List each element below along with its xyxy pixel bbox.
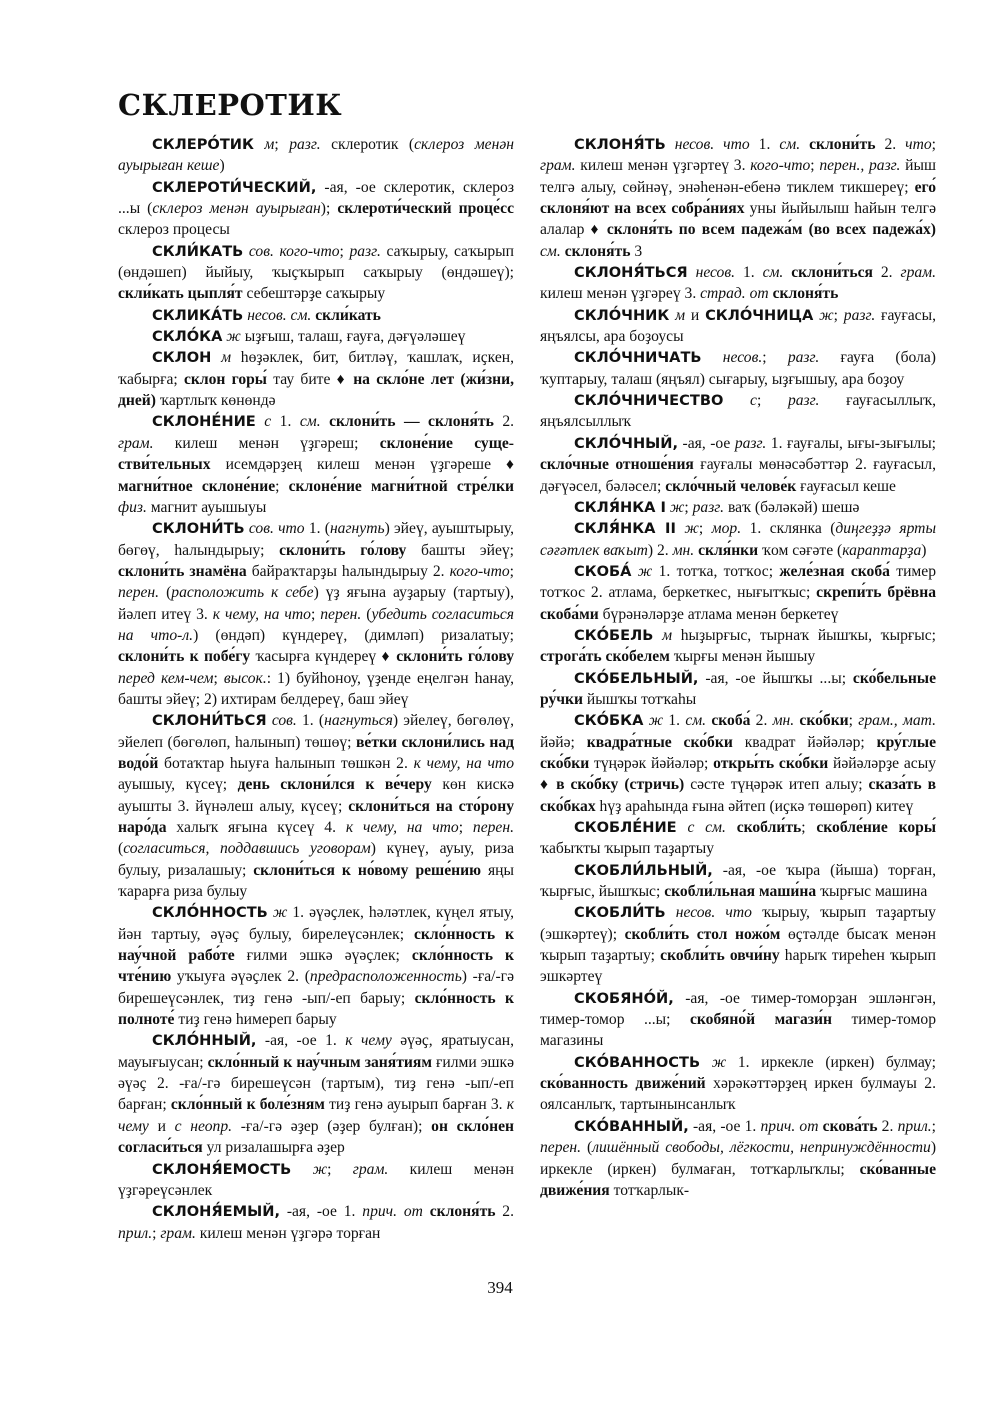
- dictionary-entry: СКЛЕРО́ТИК м; разг. склеротик (склероз менән ауырыған кеше): [118, 136, 514, 175]
- dictionary-entry: СКОБА́ ж 1. тотҡа, тотҡос; желе́зная скоба́ тимер тотҡос 2. атлама, беркеткес, нығытҡыс; скрепи́ть брёвна скоба́ми бүрәнәләрҙе атлама менән беркетеү: [540, 562, 937, 623]
- dictionary-entry: СКОБЛЕ́НИЕ с см. скобли́ть; скобле́ние коры́ ҡабыҡты ҡырып таҙартыу: [540, 819, 937, 858]
- dictionary-entry: СКЛОНЯ́ТЬ несов. что 1. см. склони́ть 2. что; грам. килеш менән үҙгәртеү 3. кого-что; перен., разг. йыш телгә алыу, сөйнәү, энәһенән-ебенә тиклем тикшереү; его́ склоня́ют на всех собра́ниях уны йыйылыш һайын телгә алалар ♦ склоня́ть по всем падежа́м (во всех падежа́х) см. склоня́ть 3: [540, 136, 937, 260]
- page-number: 394: [487, 1278, 513, 1297]
- dictionary-entry: СКЛИ́КАТЬ сов. кого-что; разг. саҡырыу, саҡырып (өндәшеп) йыйыу, ҡыҫҡырып саҡырыу (өндәшеү); скли́кать цыпля́т себештәрҙе саҡырыу: [118, 242, 515, 303]
- running-head: СКЛЕРОТИК: [118, 88, 343, 122]
- left-column: [118, 134, 514, 1244]
- dictionary-entry: СКЛЯ́НКА II ж; мор. 1. склянка (диңгеҙҙә ярты сәғәтлек ваҡыт) 2. мн. скля́нки ҡом сәғәте (караптарҙа): [540, 520, 937, 559]
- dictionary-entry: СКО́БЕЛЬНЫЙ, -ая, -ое йышҡы ...ы; ско́бельные ру́чки йышҡы тотҡаһы: [540, 669, 936, 708]
- dictionary-entry: СКЛО́ННЫЙ, -ая, -ое 1. к чему әүәҫ, яратыусан, мауығыусан; скло́нный к нау́чным заня́тиям ғилми эшкә әүәҫ 2. -ға/-гә бирешеүсән (тартым), тиҙ генә -ып/-еп барған; скло́нный к боле́зням тиҙ генә ауырып барған 3. к чему и с неопр. -ға/-гә әҙер (әҙер булған); он скло́нен согласи́ться ул ризалашырға әҙер: [118, 1032, 515, 1157]
- dictionary-entry: СКЛО́ЧНИК м и СКЛО́ЧНИЦА ж; разг. ғауғасы, яңъялсы, ара боҙоусы: [540, 306, 936, 346]
- dictionary-entry: СКЛИКА́ТЬ несов. см. скли́кать: [152, 306, 381, 324]
- dictionary-entry: СКЛО́ЧНЫЙ, -ая, -ое разг. 1. ғауғалы, ығы-зығылы; скло́чные отноше́ния ғауғалы мөнәсәбәттәр 2. ғауғасыл, дәғүәсел, бәләсел; скло́чный челове́к ғауғасыл кеше: [540, 434, 937, 495]
- dictionary-entry: СКЛОНИ́ТЬСЯ сов. 1. (нагнуться) эйелеү, бөгөлөү, эйелеп (бөгөлөп, һалынып) төшөү; ве́тки склони́лись над водо́й ботаҡтар һыуға һалынып төшкән 2. к чему, на что ауышыу, күсеү; день склони́лся к ве́черу көн кискә ауышты 3. йүнәлеш алыу, күсеү; склони́ться на сто́рону наро́да халыҡ яғына күсеү 4. к чему, на что; перен. (согласиться, поддавшись уговорам) күнеү, ауыу, риза булыу, ризалашыу; склони́ться к но́вому реше́нию яңы ҡарарға риза булыу: [118, 712, 515, 901]
- dictionary-entry: СКЛЯ́НКА I ж; разг. ваҡ (бәләкәй) шешә: [574, 498, 860, 516]
- dictionary-entry: СКЛО́ННОСТЬ ж 1. әүәҫлек, һәләтлек, күңел ятыу, йән тартыу, әүәҫ булыу, бирелеүсәнлек; скло́нность к нау́чной рабо́те ғилми эшкә әүәҫлек; скло́нность к чте́нию уҡыуға әүәҫлек 2. (предрасположенность) -ға/-гә бирешеүсәнлек, тиҙ генә -ып/-еп барыу; скло́нность к полноте́ тиҙ генә һимереп барыу: [118, 904, 514, 1029]
- dictionary-entry: СКЛОНЯ́ЕМОСТЬ ж; грам. килеш менән үҙгәреүсәнлек: [118, 1160, 514, 1199]
- dictionary-entry: СКЛОНЯ́ТЬСЯ несов. 1. см. склони́ться 2. грам. килеш менән үҙгәреү 3. страд. от склоня́ть: [540, 264, 937, 303]
- dictionary-entry: СКОБЛИ́ТЬ несов. что ҡырыу, ҡырып таҙартыу (эшкәртеү); скобли́ть стол ножо́м өҫтәлде бысаҡ менән ҡырып таҙартыу; скобли́ть овчи́ну һарыҡ тиреһен ҡырып эшкәртеү: [540, 904, 937, 986]
- dictionary-entry: СКЛОН м һөҙәклек, бит, битләү, ҡашлаҡ, иҫкен, ҡабырға; склон горы́ тау бите ♦ на скло́не лет (жи́зни, дней) ҡартлыҡ көнөндә: [118, 349, 514, 410]
- dictionary-entry: СКО́БКА ж 1. см. скоба́ 2. мн. ско́бки; грам., мат. йәйә; квадра́тные ско́бки квадрат йәйәләр; кру́глые ско́бки түңәрәк йәйәләр; откры́ть ско́бки йәйәләрҙе асыу ♦ в ско́бку (стричь) сәсте түңәрәк итеп алыу; сказа́ть в ско́бках һүҙ араһында ғына әйтеп (иҫкә төшөрөп) китеү: [540, 712, 937, 815]
- dictionary-entry: СКЛО́ЧНИЧЕСТВО с; разг. ғауғасыллыҡ, яңъялсыллыҡ: [540, 392, 936, 431]
- dictionary-entry: СКО́ВАННЫЙ, -ая, -ое 1. прич. от скова́ть 2. прил.; перен. (лишённый свободы, лёгкости, непринуждённости) иркекле (иркен) булмаған, тотҡарлыҡлы; ско́ванные движе́ния тотҡарлык-: [540, 1117, 937, 1199]
- dictionary-entry: СКЛО́КА ж ыҙғыш, талаш, ғауға, дәғүәләшеү: [152, 328, 466, 346]
- dictionary-entry: СКО́ВАННОСТЬ ж 1. иркекле (иркен) булмау; ско́ванность движе́ний хәрәкәттәрҙең иркен булмауы 2. оялсанлыҡ, тартынынсанлыҡ: [540, 1053, 936, 1114]
- dictionary-entry: СКОБЛИ́ЛЬНЫЙ, -ая, -ое ҡыра (йыша) торған, ҡырғыс, йышҡыс; скобли́льная маши́на ҡырғыс машина: [540, 861, 936, 901]
- dictionary-entry: СКЛОНЕ́НИЕ с 1. см. склони́ть — склоня́ть 2. грам. килеш менән үҙгәреш; склоне́ние существи́тельных исемдәрҙең килеш менән үҙгәреше ♦ магни́тное склоне́ние; склоне́ние магни́тной стре́лки физ. магнит ауышыуы: [118, 413, 515, 516]
- dictionary-entry: СКЛОНЯ́ЕМЫЙ, -ая, -ое 1. прич. от склоня́ть 2. прил.; грам. килеш менән үҙгәрә торған: [118, 1203, 514, 1242]
- dictionary-entry: СКО́БЕЛЬ м һыҙырғыс, тырнаҡ йышҡы, ҡырғыс; строга́ть ско́белем ҡырғы менән йышыу: [540, 626, 936, 666]
- dictionary-entry: СКЛОНИ́ТЬ сов. что 1. (нагнуть) эйеү, ауыштырыу, бөгөү, һалындырыу; склони́ть го́лову башты эйеү; склони́ть знамёна байраҡтарҙы һалындырыу 2. кого-что; перен. (расположить к себе) үҙ яғына ауҙарыу (тартыу), йәлеп итеү 3. к чему, на что; перен. (убедить согласиться на что-л.) (өндәп) күндереү, (димләп) ризалатыу; склони́ть к побе́гу ҡасырға күндереү ♦ склони́ть го́лову перед кем-чем; высок.: 1) буйһоноу, үҙенде еңелгән һанау, башты эйеү; 2) ихтирам белдереү, баш эйеү: [118, 520, 515, 708]
- dictionary-entry: СКОБЯНО́Й, -ая, -ое тимер-томорҙан эшләнгән, тимер-томор ...ы; скобяно́й магази́н тимер-томор магазины: [540, 989, 936, 1050]
- dictionary-entry: СКЛО́ЧНИЧАТЬ несов.; разг. ғауға (бола) ҡуптарыу, талаш (яңъял) сығарыу, ыҙғышыу, ара боҙоу: [540, 349, 936, 388]
- right-column: [540, 134, 936, 1201]
- dictionary-entry: СКЛЕРОТИ́ЧЕСКИЙ, -ая, -ое склеротик, склероз ...ы (склероз менән ауырыған); склероти́ческий проце́сс склероз процесы: [118, 178, 514, 239]
